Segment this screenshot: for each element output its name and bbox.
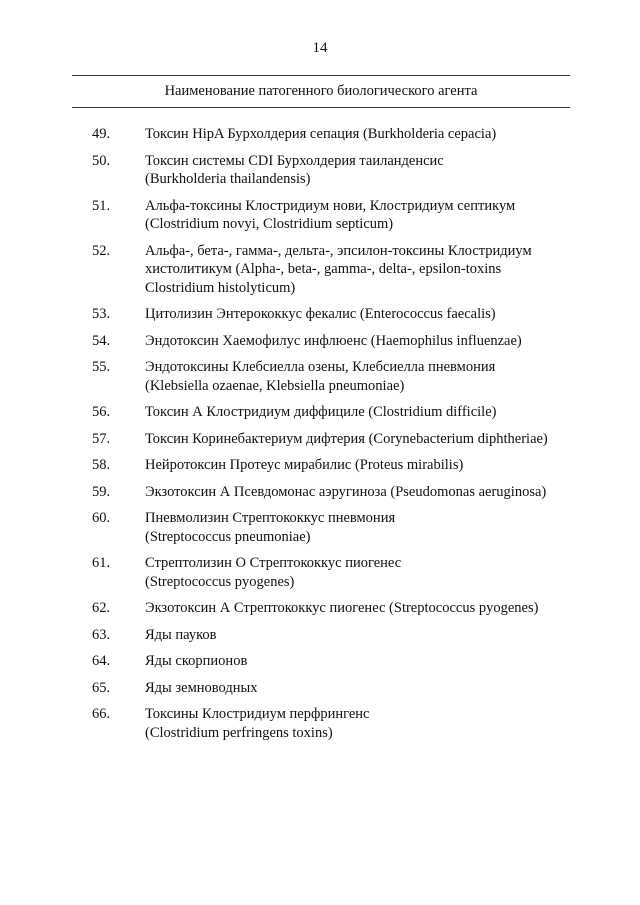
list-item — [0, 554, 640, 591]
item-text-line: Экзотоксин А Стрептококкус пиогенес (Streptococcus pyogenes) — [145, 600, 539, 616]
list-item — [0, 626, 640, 645]
item-text-line: (Klebsiella ozaenae, Klebsiella pneumoniae) — [145, 377, 405, 394]
item-number: 60. — [92, 510, 111, 526]
item-number: 65. — [92, 679, 111, 696]
item-text — [145, 483, 575, 502]
header-bottom-divider — [72, 107, 570, 108]
item-text — [145, 554, 575, 591]
page-number: 14 — [312, 40, 328, 56]
item-text-line: хистолитикум (Alpha-, beta-, gamma-, delta-, epsilon-toxins — [145, 261, 502, 277]
item-text — [145, 652, 575, 671]
list-item — [0, 358, 640, 395]
list-item — [0, 125, 640, 144]
item-text-line: Токсин Коринебактериум дифтерия (Corynebacterium diphtheriae) — [145, 430, 548, 447]
item-text — [145, 197, 575, 234]
item-text-line: Токсин А Клостридиум диффициле (Clostridium difficile) — [145, 404, 497, 420]
item-number: 64. — [92, 653, 111, 669]
item-text-line: Clostridium histolyticum) — [145, 279, 296, 296]
item-text — [145, 305, 575, 324]
item-number: 59. — [92, 483, 111, 500]
list-item — [0, 152, 640, 189]
item-text — [145, 332, 575, 351]
item-number: 54. — [92, 332, 111, 349]
item-text-line: Цитолизин Энтерококкус фекалис (Enterococcus faecalis) — [145, 306, 496, 322]
item-number: 49. — [92, 126, 111, 142]
item-number: 55. — [92, 359, 111, 375]
item-number: 62. — [92, 600, 111, 616]
item-number: 66. — [92, 706, 111, 722]
item-number: 50. — [92, 152, 111, 169]
header-top-divider — [72, 75, 570, 76]
list-item — [0, 242, 640, 298]
item-number: 63. — [92, 626, 111, 643]
item-text-line: Яды земноводных — [145, 679, 258, 696]
item-number: 57. — [92, 430, 111, 447]
item-text-line: Нейротоксин Протеус мирабилис (Proteus mirabilis) — [145, 457, 464, 473]
item-text-line: (Streptococcus pyogenes) — [145, 573, 295, 590]
list-item — [0, 483, 640, 502]
item-text-line: Альфа-токсины Клостридиум нови, Клостридиум септикум — [145, 197, 516, 214]
item-number: 61. — [92, 555, 111, 571]
list-item — [0, 430, 640, 449]
list-item — [0, 509, 640, 546]
item-text — [145, 705, 575, 742]
item-text-line: Токсины Клостридиум перфрингенс — [145, 706, 370, 722]
list-item — [0, 679, 640, 698]
item-text-line: Пневмолизин Стрептококкус пневмония — [145, 510, 396, 526]
item-text — [145, 599, 575, 618]
list-item — [0, 652, 640, 671]
list-item — [0, 197, 640, 234]
item-text — [145, 626, 575, 645]
item-text-line: (Burkholderia thailandensis) — [145, 171, 311, 187]
item-text — [145, 403, 575, 422]
item-text — [145, 509, 575, 546]
item-number: 53. — [92, 306, 111, 322]
item-text — [145, 152, 575, 189]
item-number: 51. — [92, 197, 111, 214]
item-text-line: Эндотоксины Клебсиелла озены, Клебсиелла пневмония — [145, 359, 496, 375]
item-text-line: Эндотоксин Хаемофилус инфлюенс (Haemophilus influenzae) — [145, 332, 522, 349]
item-text-line: (Streptococcus pneumoniae) — [145, 528, 311, 545]
item-text — [145, 456, 575, 475]
item-number: 52. — [92, 242, 111, 259]
item-number: 58. — [92, 457, 111, 473]
item-text-line: Токсин системы CDI Бурхолдерия таиланденсис — [145, 152, 444, 169]
item-text-line: Альфа-, бета-, гамма-, дельта-, эпсилон-токсины Клостридиум — [145, 242, 532, 259]
item-text — [145, 679, 575, 698]
list-item — [0, 456, 640, 475]
item-text — [145, 358, 575, 395]
item-text-line: (Clostridium novyi, Clostridium septicum) — [145, 216, 394, 232]
item-text — [145, 242, 575, 298]
item-text-line: Токсин HipA Бурхолдерия сепация (Burkholderia cepacia) — [145, 126, 497, 142]
agent-list — [0, 125, 640, 750]
item-text-line: Стрептолизин О Стрептококкус пиогенес — [145, 555, 402, 571]
list-item — [0, 599, 640, 618]
item-text-line: (Clostridium perfringens toxins) — [145, 724, 333, 741]
table-header-title: Наименование патогенного биологического агента — [164, 83, 478, 99]
item-number: 56. — [92, 404, 111, 420]
list-item — [0, 332, 640, 351]
item-text-line: Экзотоксин А Псевдомонас аэругиноза (Pseudomonas aeruginosa) — [145, 483, 547, 500]
item-text — [145, 125, 575, 144]
item-text — [145, 430, 575, 449]
item-text-line: Яды скорпионов — [145, 653, 248, 669]
list-item — [0, 305, 640, 324]
list-item — [0, 705, 640, 742]
item-text-line: Яды пауков — [145, 626, 217, 643]
list-item — [0, 403, 640, 422]
